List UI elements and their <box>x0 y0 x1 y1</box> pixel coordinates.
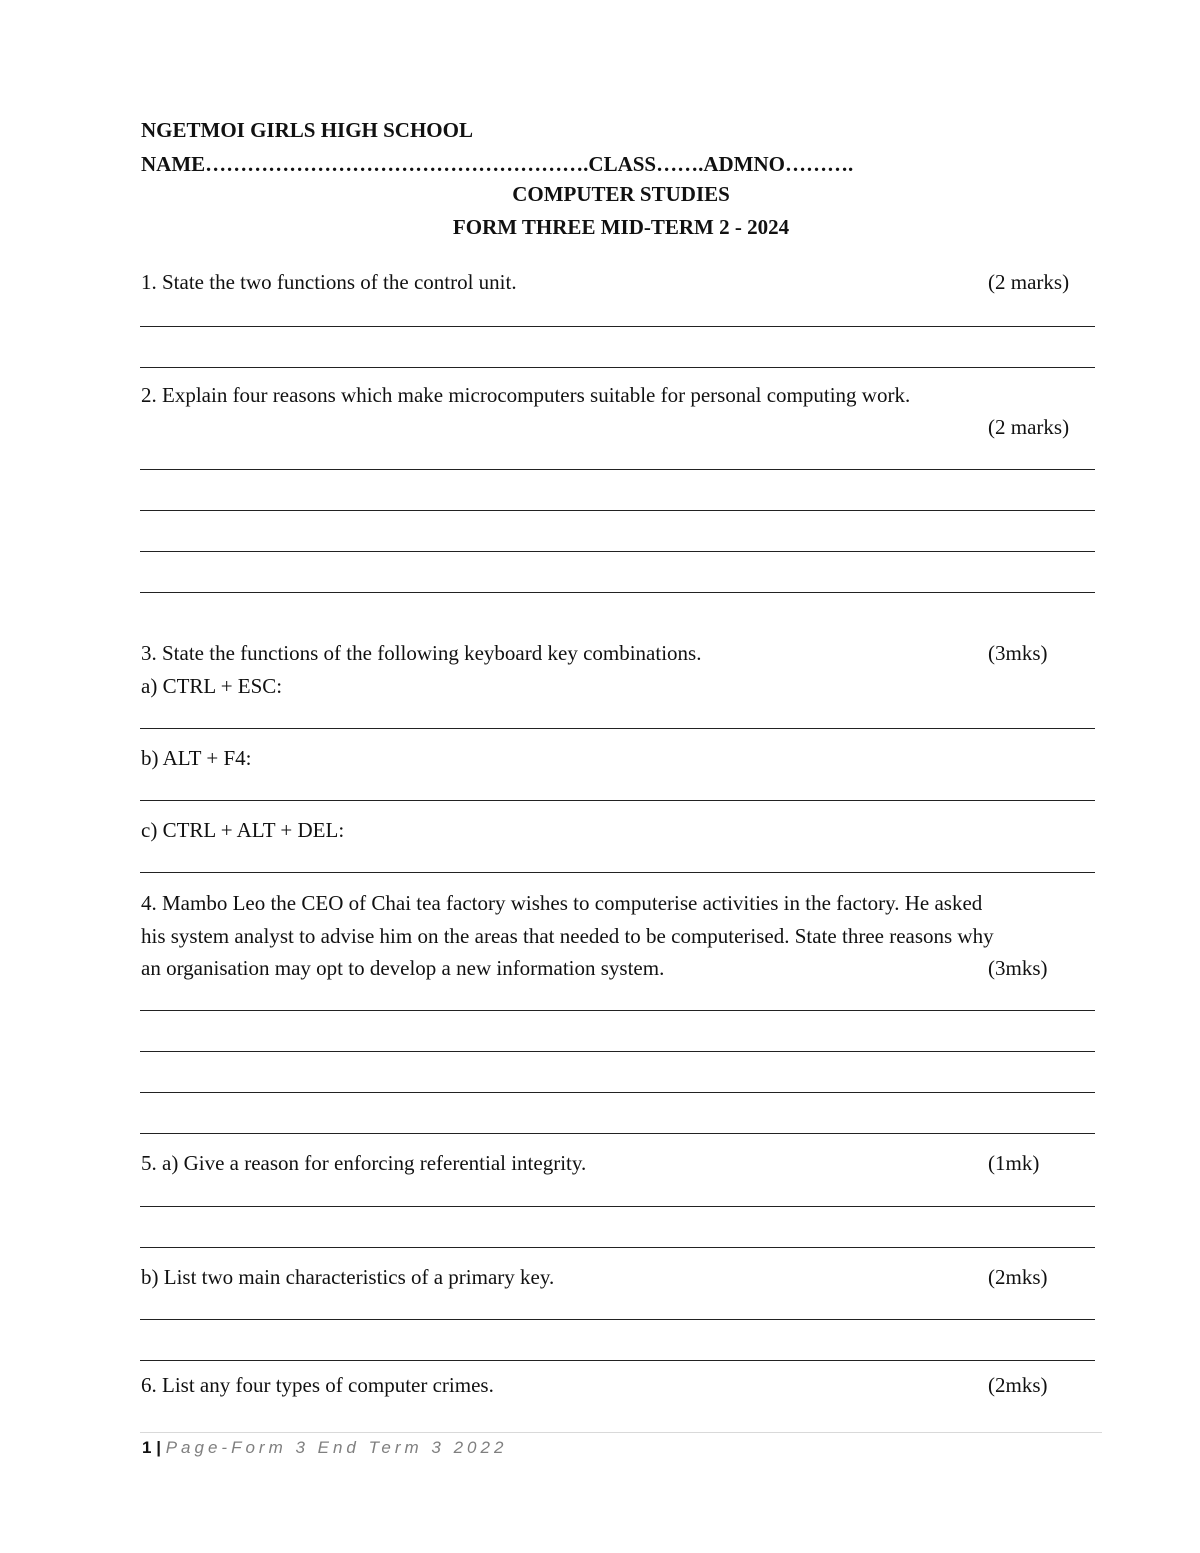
exam-title: FORM THREE MID-TERM 2 - 2024 <box>452 215 790 239</box>
answer-line[interactable] <box>140 469 1095 470</box>
answer-line[interactable] <box>140 728 1095 729</box>
question-4-marks: (3mks) <box>988 956 1048 980</box>
question-3-text: 3. State the functions of the following keyboard key combinations. <box>141 641 702 665</box>
question-5a-text: 5. a) Give a reason for enforcing referential integrity. <box>141 1151 587 1175</box>
question-3-marks: (3mks) <box>988 641 1048 665</box>
answer-line[interactable] <box>140 1092 1095 1093</box>
page-footer <box>142 1438 507 1458</box>
question-4-line-2: his system analyst to advise him on the areas that needed to be computerised. State three reasons why <box>141 924 994 948</box>
answer-line[interactable] <box>140 1360 1095 1361</box>
page-number: 1 <box>142 1438 152 1457</box>
answer-line[interactable] <box>140 592 1095 593</box>
school-name: NGETMOI GIRLS HIGH SCHOOL <box>141 118 473 142</box>
question-4-line-1: 4. Mambo Leo the CEO of Chai tea factory wishes to computerise activities in the factory. He asked <box>141 891 983 915</box>
question-1-marks: (2 marks) <box>988 270 1070 294</box>
question-5a-marks: (1mk) <box>988 1151 1040 1175</box>
question-2-text: 2. Explain four reasons which make microcomputers suitable for personal computing work. <box>141 383 911 407</box>
footer-text: Page-Form 3 End Term 3 2022 <box>165 1438 508 1457</box>
question-1-text: 1. State the two functions of the control unit. <box>141 270 517 294</box>
name-class-admno-line: NAME……………………………………………….CLASS…….ADMNO………. <box>141 152 854 176</box>
question-6-marks: (2mks) <box>988 1373 1048 1397</box>
question-3c-text: c) CTRL + ALT + DEL: <box>141 818 345 842</box>
subject-title: COMPUTER STUDIES <box>512 182 730 206</box>
answer-line[interactable] <box>140 1010 1095 1011</box>
answer-line[interactable] <box>140 1319 1095 1320</box>
answer-line[interactable] <box>140 367 1095 368</box>
question-4-line-3: an organisation may opt to develop a new information system. <box>141 956 665 980</box>
answer-line[interactable] <box>140 326 1095 327</box>
answer-line[interactable] <box>140 1051 1095 1052</box>
answer-line[interactable] <box>140 872 1095 873</box>
answer-line[interactable] <box>140 551 1095 552</box>
question-6-text: 6. List any four types of computer crimes. <box>141 1373 494 1397</box>
question-3a-text: a) CTRL + ESC: <box>141 674 283 698</box>
answer-line[interactable] <box>140 1247 1095 1248</box>
footer-separator: | <box>156 1438 161 1457</box>
answer-line[interactable] <box>140 1206 1095 1207</box>
question-5b-text: b) List two main characteristics of a primary key. <box>141 1265 555 1289</box>
question-3b-text: b) ALT + F4: <box>141 746 252 770</box>
answer-line[interactable] <box>140 1133 1095 1134</box>
question-5b-marks: (2mks) <box>988 1265 1048 1289</box>
answer-line[interactable] <box>140 800 1095 801</box>
question-2-marks: (2 marks) <box>988 415 1070 439</box>
answer-line[interactable] <box>140 510 1095 511</box>
footer-divider <box>140 1432 1102 1433</box>
